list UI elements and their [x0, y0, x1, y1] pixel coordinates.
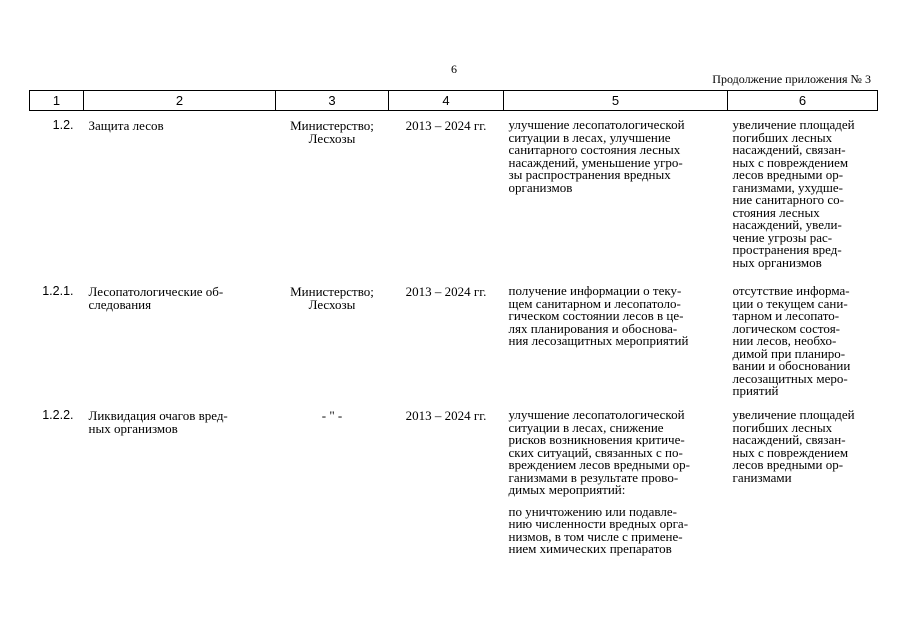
expected-result: получение информации о теку- щем санитарном и лесопатоло- гическом состоянии лесов в це- лях планирования и обоснова- ния лесозащитных мероприятий: [508, 283, 689, 348]
measure-name: Защита лесов: [88, 118, 164, 133]
executor: - " -: [321, 408, 343, 423]
column-header: 3: [276, 91, 389, 111]
period: 2013 – 2024 гг.: [405, 408, 487, 423]
column-header: 4: [389, 91, 504, 111]
expected-result-cell: [504, 401, 728, 579]
page-number: 6: [451, 62, 457, 76]
expected-result-detail: по уничтожению или подавле- нию численности вредных орга- низмов, в том числе с примене- нием химических препаратов: [508, 503, 689, 556]
appendix-continuation-note: Продолжение приложения № 3: [712, 72, 871, 86]
period: 2013 – 2024 гг.: [405, 284, 487, 299]
column-header: 5: [504, 91, 728, 111]
column-header: 6: [728, 91, 878, 111]
expected-result-cell: [504, 111, 728, 278]
table-header-row: [30, 91, 878, 111]
row-number: 1.2.: [52, 118, 74, 132]
executor: Министерство; Лесхозы: [290, 284, 374, 312]
expected-result: улучшение лесопатологической ситуации в лесах, улучшение санитарного состояния лесных насаждений, уменьшение угро- зы распространения вредных организмов: [508, 117, 685, 195]
measure-name: Лесопатологические об- следования: [88, 284, 224, 312]
executor: Министерство; Лесхозы: [290, 118, 374, 146]
non-implementation-consequence: отсутствие информа- ции о текущем сани- тарном и лесопато- логическом состоя- нии лесов, необхо- димой при планиро- вании и обосновании лесозащитных меро- приятий: [732, 283, 851, 398]
column-header: 2: [84, 91, 276, 111]
measures-table: [29, 90, 878, 579]
table-row: [30, 401, 878, 579]
expected-result: улучшение лесопатологической ситуации в лесах, снижение рисков возникновения критиче- ских ситуаций, связанных с по- вреждением лесов вредными ор- ганизмами в результате прово- димых мероприятий:: [508, 407, 690, 497]
period: 2013 – 2024 гг.: [405, 118, 487, 133]
expected-result-cell: [504, 277, 728, 401]
non-implementation-consequence: увеличение площадей погибших лесных насаждений, связан- ных с повреждением лесов вредными ор- ганизмами: [732, 407, 855, 485]
measure-name: Ликвидация очагов вред- ных организмов: [88, 408, 228, 436]
row-number: 1.2.1.: [42, 284, 74, 298]
non-implementation-consequence: увеличение площадей погибших лесных насаждений, связан- ных с повреждением лесов вредными ор- ганизмами, ухудше- ние санитарного со- стояния лесных насаждений, увели- чение угрозы рас- пространения вред- ных организмов: [732, 117, 855, 270]
column-header: 1: [30, 91, 84, 111]
row-number: 1.2.2.: [42, 408, 74, 422]
table-row: [30, 277, 878, 401]
table-row: [30, 111, 878, 278]
